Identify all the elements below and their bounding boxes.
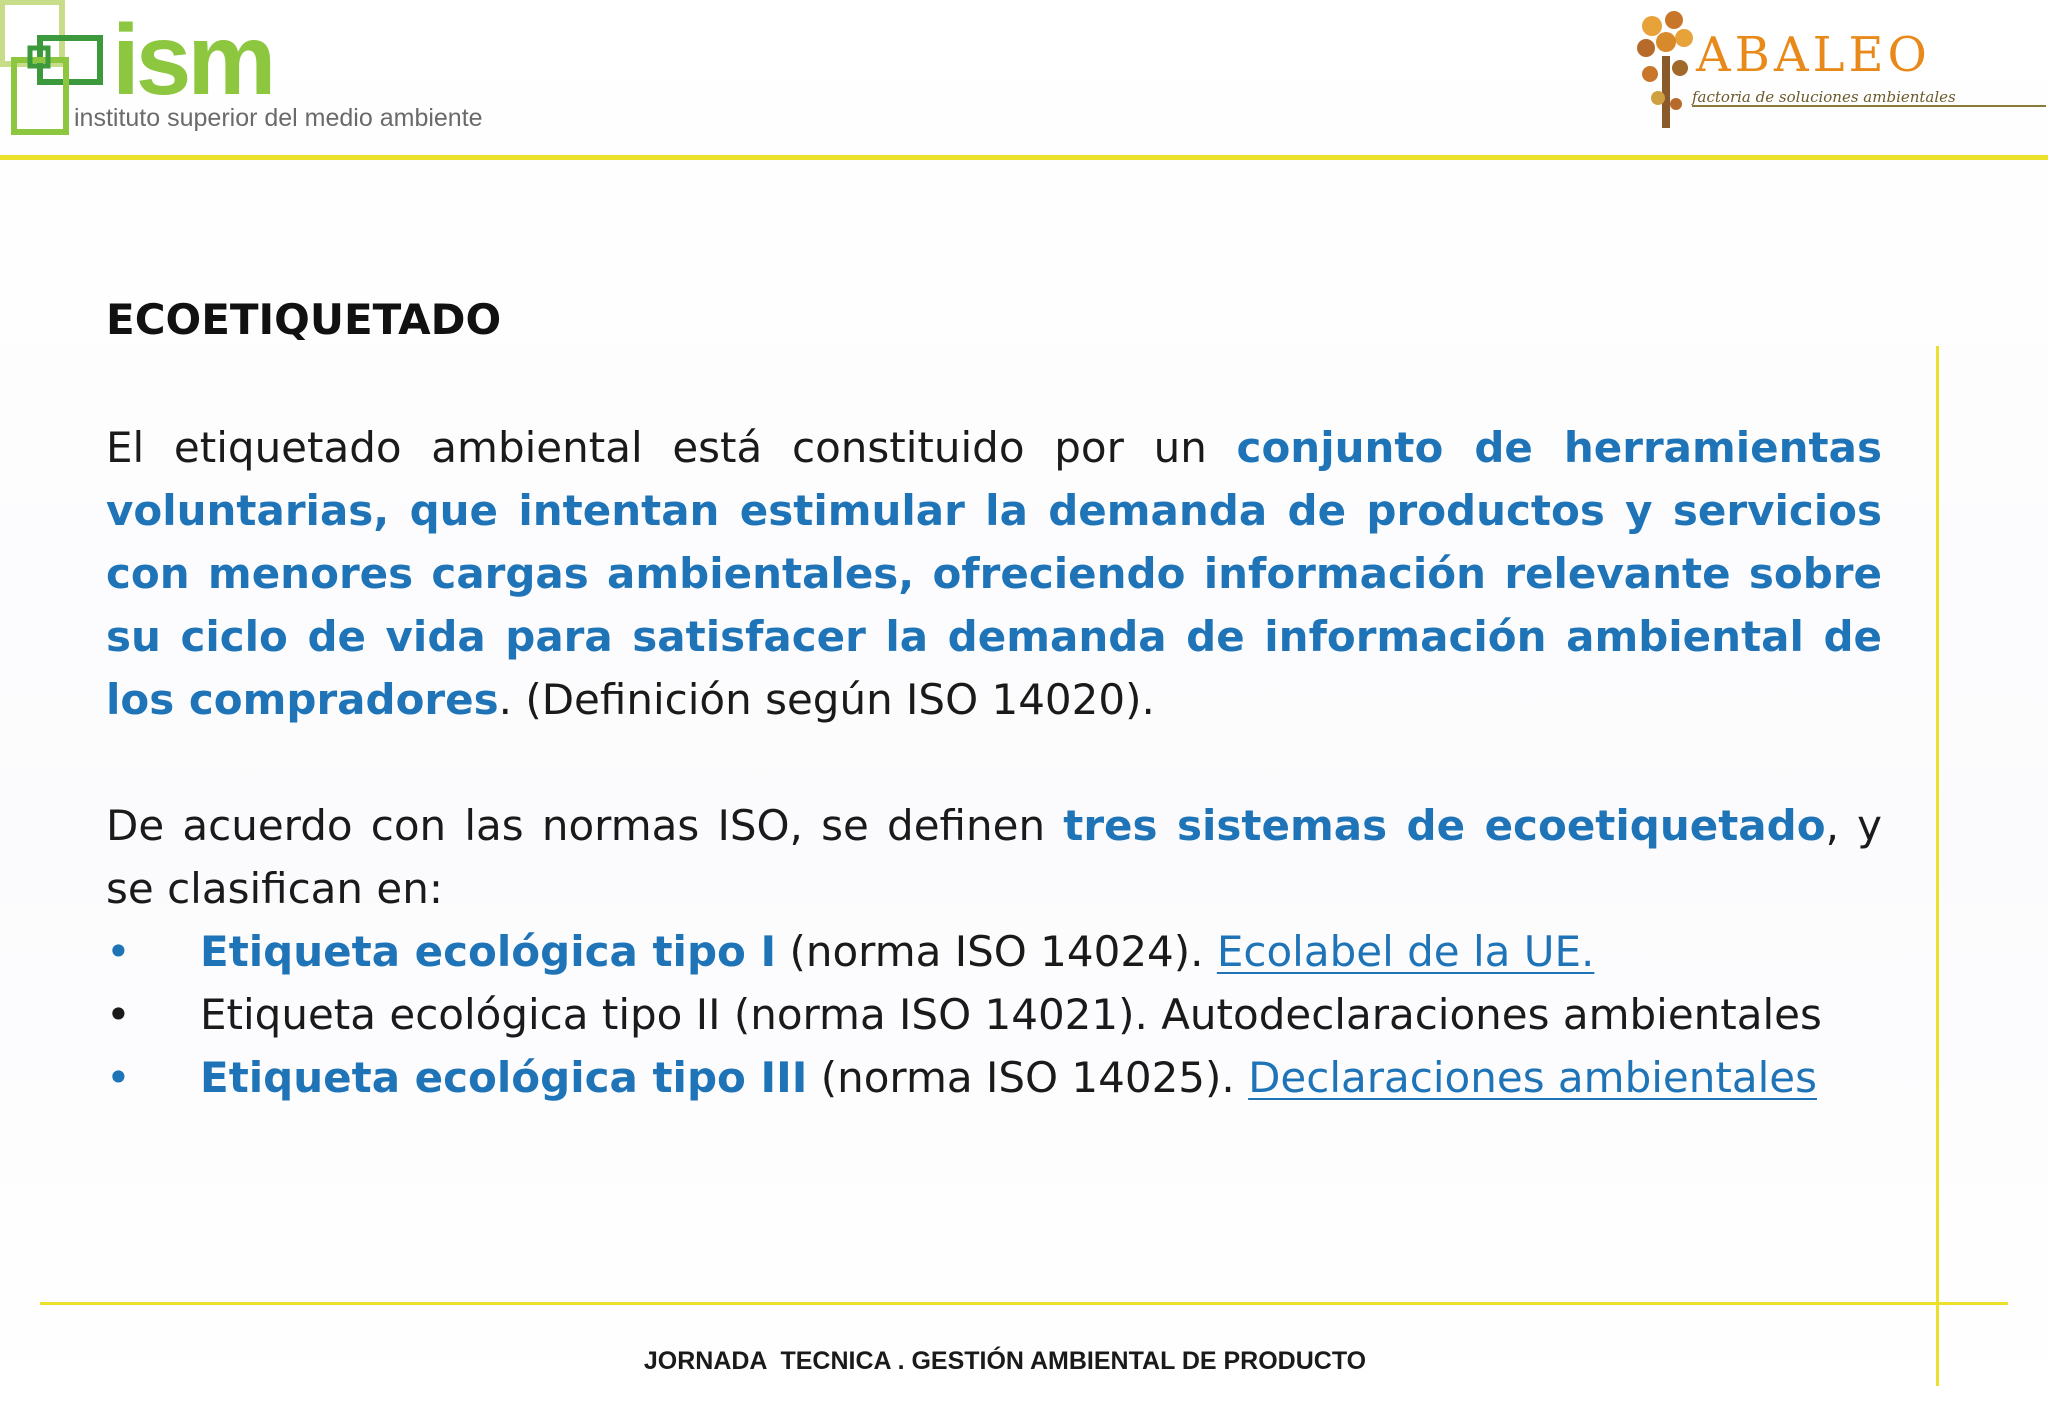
slide-content bbox=[106, 290, 1882, 1109]
definition-highlight: conjunto de herramientas voluntarias, que intentan estimular la demanda de productos y servicios con menores cargas ambientales, ofreciendo información relevante sobre su ciclo de vida para satisfacer la demanda de información ambiental de los compradores bbox=[106, 423, 1882, 724]
classification-highlight: tres sistemas de ecoetiquetado bbox=[1063, 801, 1826, 850]
header-divider bbox=[0, 155, 2048, 160]
label-types-list bbox=[106, 920, 1882, 1109]
footer bbox=[0, 1347, 2048, 1376]
label-type-name: Etiqueta ecológica tipo II (norma ISO 14021). Autodeclaraciones ambientales bbox=[200, 990, 1822, 1039]
classification-paragraph bbox=[106, 794, 1882, 920]
label-type-name: Etiqueta ecológica tipo III bbox=[200, 1053, 808, 1102]
bullet-icon: • bbox=[106, 990, 131, 1039]
classification-text-start: De acuerdo con las normas ISO, se definen bbox=[106, 801, 1064, 850]
bullet-icon: • bbox=[106, 1053, 131, 1102]
ecolabel-link[interactable]: Ecolabel de la UE. bbox=[1216, 927, 1595, 976]
ism-logo bbox=[0, 0, 560, 150]
environmental-declarations-link[interactable]: Declaraciones ambientales bbox=[1248, 1053, 1817, 1102]
definition-paragraph bbox=[106, 416, 1882, 731]
footer-text: JORNADA TECNICA . GESTIÓN AMBIENTAL DE PRODUCTO bbox=[643, 1347, 1367, 1375]
classification-text-end: , y se clasifican en: bbox=[106, 801, 1882, 913]
abaleo-logo-tagline: factoria de soluciones ambientales bbox=[1692, 88, 1956, 106]
label-type-norm: (norma ISO 14024). bbox=[776, 927, 1217, 976]
slide-title: ECOETIQUETADO bbox=[106, 295, 502, 344]
ism-logo-tagline: instituto superior del medio ambiente bbox=[74, 104, 483, 132]
tree-icon bbox=[1630, 8, 1700, 136]
label-type-norm: (norma ISO 14025). bbox=[807, 1053, 1249, 1102]
abaleo-logo-word: ABALEO bbox=[1696, 27, 1931, 83]
abaleo-logo bbox=[1630, 8, 2048, 140]
list-item bbox=[106, 983, 1882, 1046]
list-item bbox=[106, 920, 1882, 983]
ism-logo-word: ism bbox=[112, 4, 273, 116]
footer-divider bbox=[40, 1302, 2008, 1305]
paragraph-spacer bbox=[106, 731, 1882, 794]
right-vertical-divider bbox=[1936, 346, 1939, 1386]
label-type-name: Etiqueta ecológica tipo I bbox=[200, 927, 777, 976]
definition-text-start: El etiquetado ambiental está constituido por un bbox=[106, 423, 1237, 472]
definition-text-end: . (Definición según ISO 14020). bbox=[498, 675, 1155, 724]
bullet-icon: • bbox=[106, 927, 131, 976]
list-item bbox=[106, 1046, 1882, 1109]
